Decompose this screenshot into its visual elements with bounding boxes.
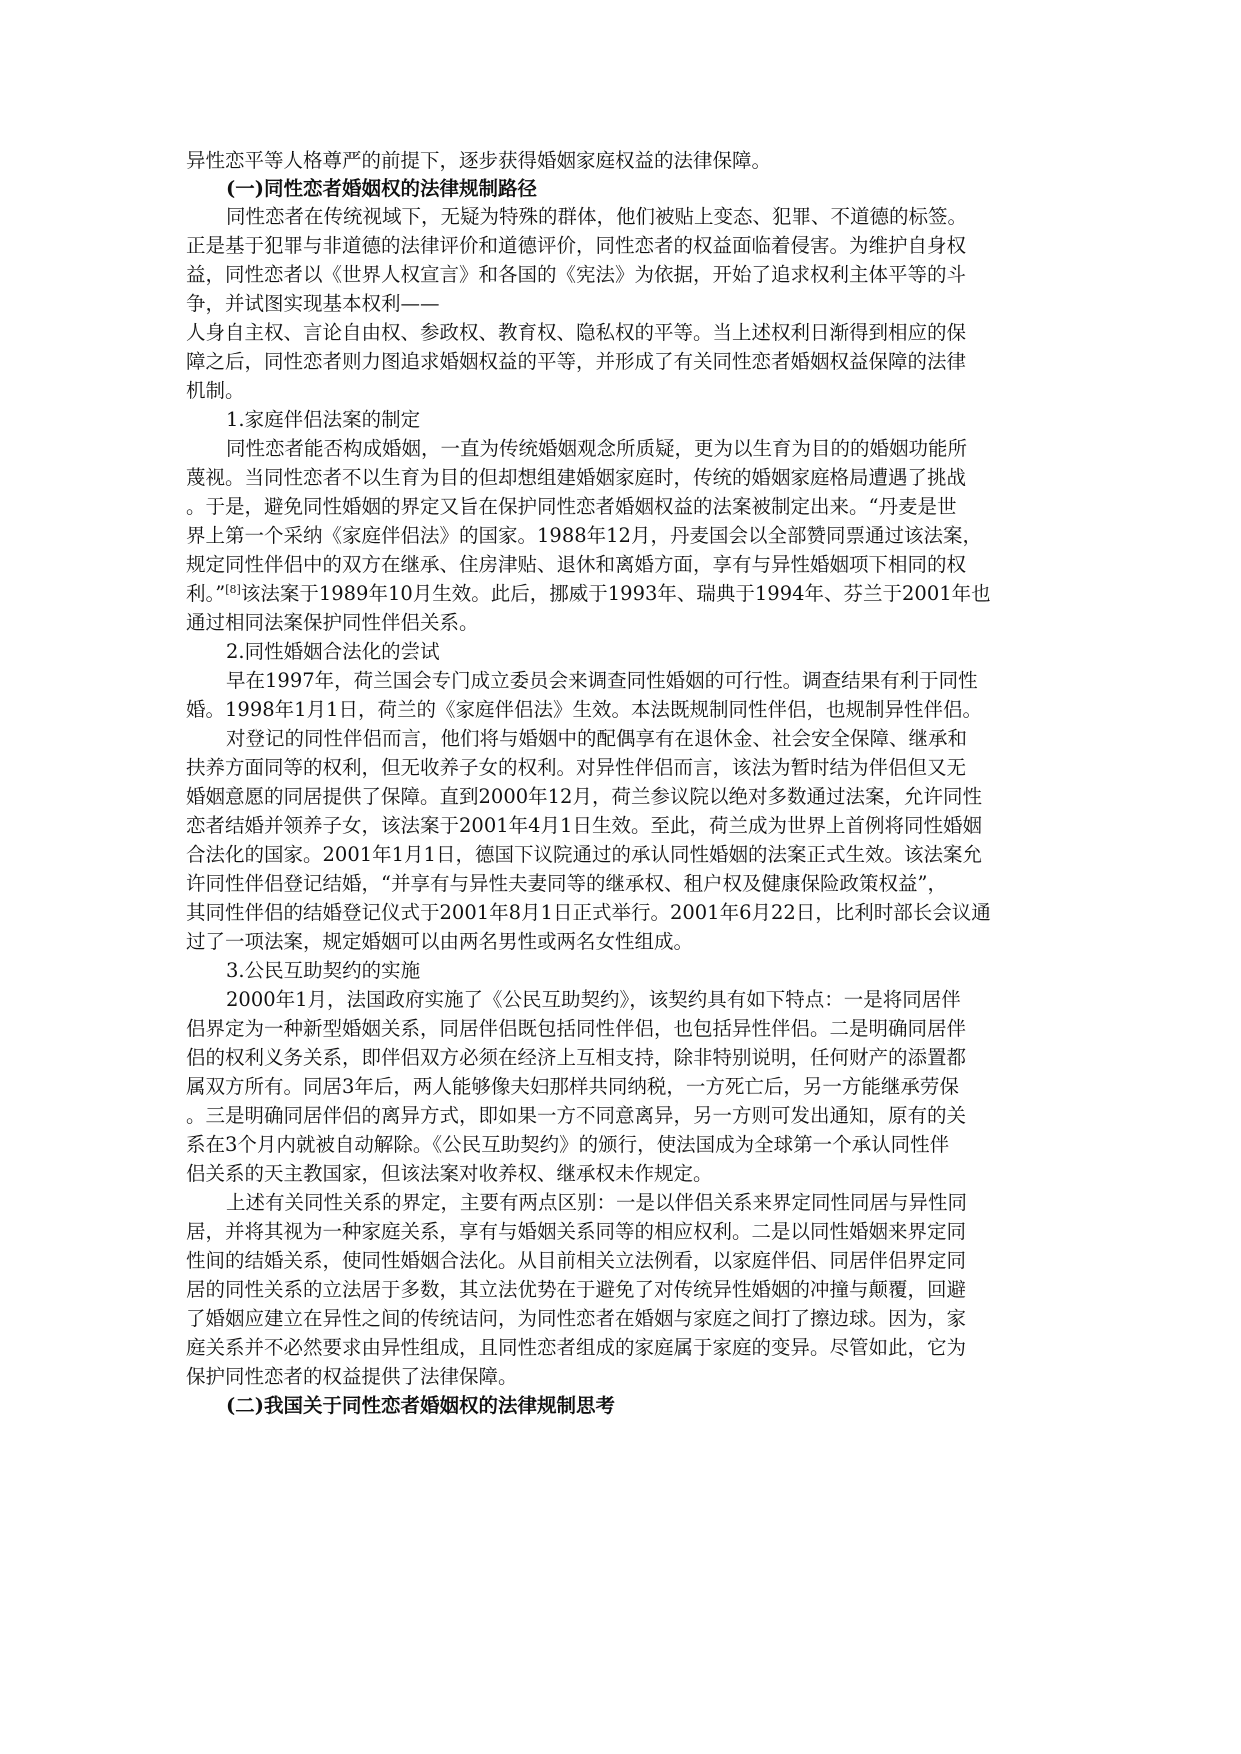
text-line: 。于是，避免同性婚姻的界定又旨在保护同性恋者婚姻权益的法案被制定出来。“丹麦是世 [186,495,957,518]
text-line: 了婚姻应建立在异性之间的传统诘问，为同性恋者在婚姻与家庭之间打了擦边球。因为，家 [186,1307,967,1330]
text-line: 扶养方面同等的权利，但无收养子女的权利。对异性伴侣而言，该法为暂时结为伴侣但又无 [186,756,967,779]
text-line: 同性恋者能否构成婚姻，一直为传统婚姻观念所质疑，更为以生育为目的的婚姻功能所 [226,437,968,460]
subsection-heading: 1.家庭伴侣法案的制定 [226,408,421,431]
text-line: 上述有关同性关系的界定，主要有两点区别：一是以伴侣关系来界定同性同居与异性同 [226,1191,968,1214]
text-line: 过了一项法案，规定婚姻可以由两名男性或两名女性组成。 [186,930,694,953]
text-line: 许同性伴侣登记结婚，“并享有与异性夫妻同等的继承权、租户权及健康保险政策权益”， [186,872,947,895]
citation-marker: [8] [225,583,241,596]
text-line: 。三是明确同居伴侣的离异方式，即如果一方不同意离异，另一方则可发出通知，原有的关 [186,1104,967,1127]
text-line: 保护同性恋者的权益提供了法律保障。 [186,1365,518,1388]
text-line: 婚姻意愿的同居提供了保障。直到2000年12月，荷兰参议院以绝对多数通过法案，允许同性 [186,785,982,808]
section-heading: (一)同性恋者婚姻权的法律规制路径 [226,177,537,200]
text-line: 其同性伴侣的结婚登记仪式于2001年8月1日正式举行。2001年6月22日，比利时部长会议通 [186,901,991,924]
text-line: 障之后，同性恋者则力图追求婚姻权益的平等，并形成了有关同性恋者婚姻权益保障的法律 [186,350,967,373]
text-line: 规定同性伴侣中的双方在继承、住房津贴、退休和离婚方面，享有与异性婚姻项下相同的权 [186,553,967,576]
text-line: 恋者结婚并领养子女，该法案于2001年4月1日生效。至此，荷兰成为世界上首例将同性婚姻 [186,814,982,837]
subsection-heading: 2.同性婚姻合法化的尝试 [226,640,440,663]
text-line: 正是基于犯罪与非道德的法律评价和道德评价，同性恋者的权益面临着侵害。为维护自身权 [186,234,967,257]
text-line [186,581,991,607]
text-line: 侣关系的天主教国家，但该法案对收养权、继承权未作规定。 [186,1162,713,1185]
text-line: 系在3个月内就被自动解除。《公民互助契约》的颁行，使法国成为全球第一个承认同性伴 [186,1133,950,1156]
text-line: 居的同性关系的立法居于多数，其立法优势在于避免了对传统异性婚姻的冲撞与颠覆，回避 [186,1278,967,1301]
text-line: 争，并试图实现基本权利—— [186,292,440,315]
text-line: 侣界定为一种新型婚姻关系，同居伴侣既包括同性伴侣，也包括异性伴侣。二是明确同居伴 [186,1017,967,1040]
text-line: 属双方所有。同居3年后，两人能够像夫妇那样共同纳税，一方死亡后，另一方能继承劳保 [186,1075,959,1098]
text-line: 同性恋者在传统视域下，无疑为特殊的群体，他们被贴上变态、犯罪、不道德的标签。 [226,205,968,228]
text-line: 合法化的国家。2001年1月1日，德国下议院通过的承认同性婚姻的法案正式生效。该法案允 [186,843,982,866]
text-line: 对登记的同性伴侣而言，他们将与婚姻中的配偶享有在退休金、社会安全保障、继承和 [226,727,968,750]
text-line: 居，并将其视为一种家庭关系，享有与婚姻关系同等的相应权利。二是以同性婚姻来界定同 [186,1220,967,1243]
text-line: 2000年1月，法国政府实施了《公民互助契约》，该契约具有如下特点：一是将同居伴 [226,988,961,1011]
text-line: 机制。 [186,379,245,402]
text-segment: 该法案于1989年10月生效。此后，挪威于1993年、瑞典于1994年、芬兰于2001年也 [240,582,991,605]
text-line: 蔑视。当同性恋者不以生育为目的但却想组建婚姻家庭时，传统的婚姻家庭格局遭遇了挑战 [186,466,967,489]
text-line: 早在1997年，荷兰国会专门成立委员会来调查同性婚姻的可行性。调查结果有利于同性 [226,669,978,692]
text-line: 人身自主权、言论自由权、参政权、教育权、隐私权的平等。当上述权利日渐得到相应的保 [186,321,967,344]
text-segment: 利。” [186,582,226,605]
text-line: 异性恋平等人格尊严的前提下，逐步获得婚姻家庭权益的法律保障。 [186,149,772,172]
text-line: 益，同性恋者以《世界人权宣言》和各国的《宪法》为依据，开始了追求权利主体平等的斗 [186,263,967,286]
text-line: 婚。1998年1月1日，荷兰的《家庭伴侣法》生效。本法既规制同性伴侣，也规制异性伴侣。 [186,698,982,721]
section-heading: (二)我国关于同性恋者婚姻权的法律规制思考 [226,1394,615,1417]
text-line: 侣的权利义务关系，即伴侣双方必须在经济上互相支持，除非特别说明，任何财产的添置都 [186,1046,967,1069]
subsection-heading: 3.公民互助契约的实施 [226,959,421,982]
text-line: 界上第一个采纳《家庭伴侣法》的国家。1988年12月，丹麦国会以全部赞同票通过该法案， [186,524,982,547]
text-line: 庭关系并不必然要求由异性组成，且同性恋者组成的家庭属于家庭的变异。尽管如此，它为 [186,1336,967,1359]
text-line: 性间的结婚关系，使同性婚姻合法化。从目前相关立法例看，以家庭伴侣、同居伴侣界定同 [186,1249,967,1272]
text-line: 通过相同法案保护同性伴侣关系。 [186,611,479,634]
